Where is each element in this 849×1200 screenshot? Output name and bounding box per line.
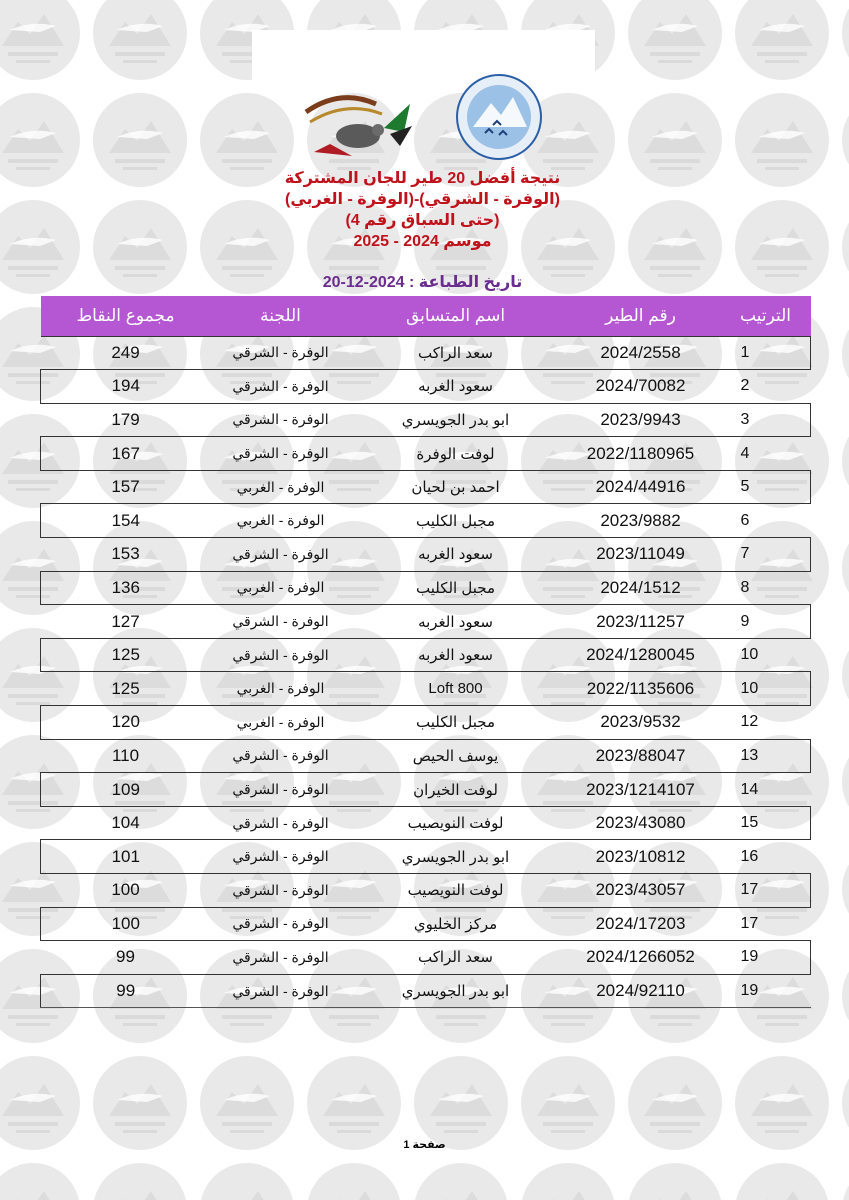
total-cell: 167 <box>41 437 211 471</box>
header-total: مجموع النقاط <box>76 305 175 325</box>
ring-number-cell: 2024/1266052 <box>561 941 721 975</box>
table-row <box>41 974 811 1008</box>
title-line-4: موسم 2024 - 2025 <box>353 233 492 250</box>
name-cell: سعد الراكب <box>351 941 561 975</box>
title-line-1: نتيجة أفضل 20 طير للجان المشتركة <box>284 170 561 187</box>
table-row <box>41 941 811 975</box>
ring-number-cell: 2024/92110 <box>561 974 721 1008</box>
ring-number-cell: 2023/43057 <box>561 874 721 908</box>
ring-number-cell: 2024/17203 <box>561 907 721 941</box>
committee-cell: الوفرة - الشرقي <box>211 638 351 672</box>
ring-number-cell: 2023/1214107 <box>561 773 721 807</box>
total-cell: 109 <box>41 773 211 807</box>
ring-number-cell: 2023/9943 <box>561 403 721 437</box>
rank-cell: 2 <box>721 370 811 404</box>
ring-number-cell: 2023/88047 <box>561 739 721 773</box>
committee-cell: الوفرة - الغربي <box>211 571 351 605</box>
committee-cell: الوفرة - الشرقي <box>211 773 351 807</box>
ring-number-cell: 2024/1512 <box>561 571 721 605</box>
ring-number-cell: 2024/70082 <box>561 370 721 404</box>
report-title <box>250 168 595 252</box>
total-cell: 99 <box>41 974 211 1008</box>
name-cell: Loft 800 <box>351 672 561 706</box>
committee-cell: الوفرة - الشرقي <box>211 806 351 840</box>
name-cell: مركز الخليوي <box>351 907 561 941</box>
rank-cell: 12 <box>721 706 811 740</box>
name-cell: لوفت النويصيب <box>351 806 561 840</box>
total-cell: 153 <box>41 538 211 572</box>
committee-cell: الوفرة - الشرقي <box>211 874 351 908</box>
name-cell: مجبل الكليب <box>351 706 561 740</box>
name-cell: ابو بدر الجويسري <box>351 974 561 1008</box>
header-blank-box <box>252 30 595 82</box>
total-cell: 99 <box>41 941 211 975</box>
ring-number-cell: 2023/9882 <box>561 504 721 538</box>
ring-number-cell: 2023/10812 <box>561 840 721 874</box>
rank-cell: 8 <box>721 571 811 605</box>
name-cell: مجبل الكليب <box>351 504 561 538</box>
committee-cell: الوفرة - الشرقي <box>211 370 351 404</box>
page-number: صفحة 1 <box>403 1139 446 1151</box>
rank-cell: 6 <box>721 504 811 538</box>
table-row <box>41 336 811 370</box>
rank-cell: 15 <box>721 806 811 840</box>
table-row <box>41 638 811 672</box>
rank-cell: 19 <box>721 941 811 975</box>
association-seal-logo <box>455 73 543 161</box>
committee-cell: الوفرة - الشرقي <box>211 941 351 975</box>
name-cell: مجبل الكليب <box>351 571 561 605</box>
rank-cell: 13 <box>721 739 811 773</box>
ring-number-cell: 2024/2558 <box>561 336 721 370</box>
committee-cell: الوفرة - الغربي <box>211 706 351 740</box>
rank-cell: 14 <box>721 773 811 807</box>
committee-cell: الوفرة - الشرقي <box>211 840 351 874</box>
committee-cell: الوفرة - الشرقي <box>211 538 351 572</box>
name-cell: احمد بن لحيان <box>351 470 561 504</box>
committee-cell: الوفرة - الشرقي <box>211 336 351 370</box>
table-row <box>41 840 811 874</box>
rank-cell: 5 <box>721 470 811 504</box>
table-row <box>41 739 811 773</box>
rank-cell: 4 <box>721 437 811 471</box>
total-cell: 154 <box>41 504 211 538</box>
ring-number-cell: 2022/1135606 <box>561 672 721 706</box>
title-line-2: (الوفرة - الشرقي)-(الوفرة - الغربي) <box>285 191 560 208</box>
total-cell: 101 <box>41 840 211 874</box>
committee-cell: الوفرة - الشرقي <box>211 605 351 639</box>
rank-cell: 10 <box>721 672 811 706</box>
ring-number-cell: 2023/9532 <box>561 706 721 740</box>
rank-cell: 7 <box>721 538 811 572</box>
club-emblem-logo <box>300 82 420 162</box>
table-row <box>41 773 811 807</box>
table-row <box>41 370 811 404</box>
table-row <box>41 571 811 605</box>
title-line-3: (حتى السباق رقم 4) <box>345 212 500 229</box>
rank-cell: 1 <box>721 336 811 370</box>
rank-cell: 17 <box>721 907 811 941</box>
ring-number-cell: 2024/44916 <box>561 470 721 504</box>
ring-number-cell: 2024/1280045 <box>561 638 721 672</box>
rank-cell: 16 <box>721 840 811 874</box>
total-cell: 100 <box>41 907 211 941</box>
name-cell: لوفت النويصيب <box>351 874 561 908</box>
total-cell: 104 <box>41 806 211 840</box>
name-cell: سعد الراكب <box>351 336 561 370</box>
print-date: تاريخ الطباعة : 2024-12-20 <box>322 274 523 291</box>
committee-cell: الوفرة - الغربي <box>211 470 351 504</box>
committee-cell: الوفرة - الغربي <box>211 672 351 706</box>
table-row <box>41 874 811 908</box>
table-row <box>41 672 811 706</box>
committee-cell: الوفرة - الشرقي <box>211 739 351 773</box>
total-cell: 179 <box>41 403 211 437</box>
rank-cell: 3 <box>721 403 811 437</box>
table-row <box>41 470 811 504</box>
total-cell: 110 <box>41 739 211 773</box>
committee-cell: الوفرة - الشرقي <box>211 403 351 437</box>
name-cell: لوفت الخيران <box>351 773 561 807</box>
name-cell: سعود الغربه <box>351 538 561 572</box>
total-cell: 136 <box>41 571 211 605</box>
table-row <box>41 605 811 639</box>
results-table <box>40 296 810 1008</box>
name-cell: يوسف الحيص <box>351 739 561 773</box>
name-cell: سعود الغربه <box>351 370 561 404</box>
table-header-row <box>41 296 811 336</box>
total-cell: 120 <box>41 706 211 740</box>
committee-cell: الوفرة - الغربي <box>211 504 351 538</box>
header-rank: الترتيب <box>740 305 791 325</box>
ring-number-cell: 2023/11049 <box>561 538 721 572</box>
name-cell: سعود الغربه <box>351 638 561 672</box>
header-committee: اللجنة <box>260 305 301 325</box>
rank-cell: 9 <box>721 605 811 639</box>
name-cell: سعود الغربه <box>351 605 561 639</box>
header-ring: رقم الطير <box>605 305 676 325</box>
total-cell: 125 <box>41 638 211 672</box>
total-cell: 125 <box>41 672 211 706</box>
total-cell: 194 <box>41 370 211 404</box>
rank-cell: 17 <box>721 874 811 908</box>
committee-cell: الوفرة - الشرقي <box>211 907 351 941</box>
name-cell: لوفت الوفرة <box>351 437 561 471</box>
table-row <box>41 504 811 538</box>
total-cell: 249 <box>41 336 211 370</box>
ring-number-cell: 2022/1180965 <box>561 437 721 471</box>
committee-cell: الوفرة - الشرقي <box>211 974 351 1008</box>
table-row <box>41 437 811 471</box>
rank-cell: 19 <box>721 974 811 1008</box>
table-row <box>41 806 811 840</box>
table-row <box>41 907 811 941</box>
total-cell: 157 <box>41 470 211 504</box>
ring-number-cell: 2023/11257 <box>561 605 721 639</box>
header-name: اسم المتسابق <box>405 305 506 325</box>
committee-cell: الوفرة - الشرقي <box>211 437 351 471</box>
table-row <box>41 403 811 437</box>
total-cell: 127 <box>41 605 211 639</box>
table-row <box>41 538 811 572</box>
name-cell: ابو بدر الجويسري <box>351 840 561 874</box>
total-cell: 100 <box>41 874 211 908</box>
name-cell: ابو بدر الجويسري <box>351 403 561 437</box>
rank-cell: 10 <box>721 638 811 672</box>
table-row <box>41 706 811 740</box>
ring-number-cell: 2023/43080 <box>561 806 721 840</box>
